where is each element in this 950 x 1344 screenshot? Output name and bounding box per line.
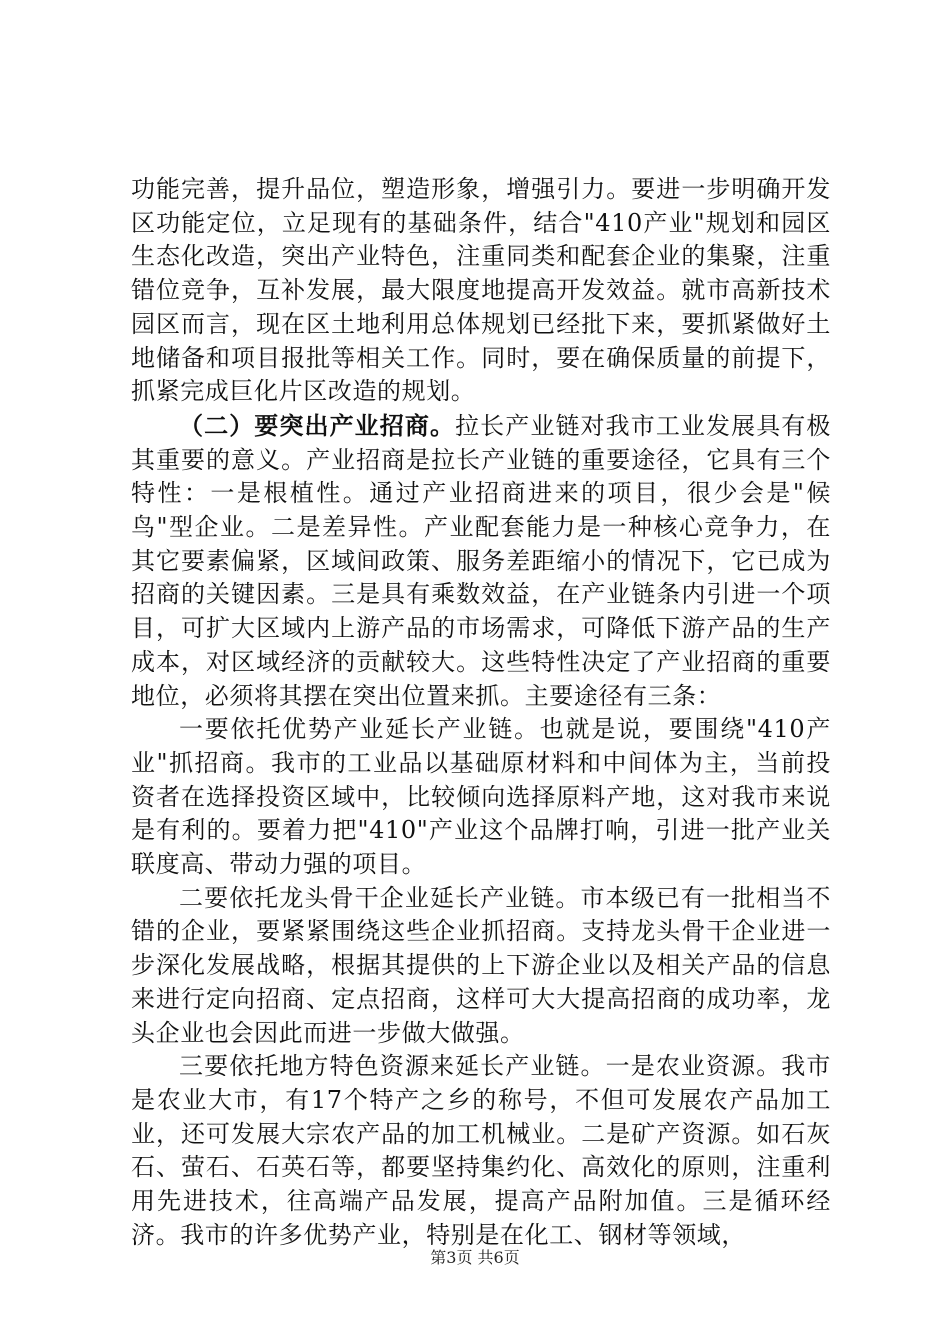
page-number-footer: 第3页 共6页 xyxy=(430,1248,520,1267)
paragraph-local-resources: 三要依托地方特色资源来延长产业链。一是农业资源。我市是农业大市，有17个特产之乡的称号，不但可发展农产品加工业，还可发展大宗农产品的加工机械业。二是矿产资源。如石灰石、萤石、石英石等，都要坚持集约化、高效化的原则，注重利用先进技术，往高端产品发展，提高产品附加值。三是循环经济。我市的许多优势产业，特别是在化工、钢材等领域， xyxy=(131,1052,831,1249)
paragraph-continuation: 功能完善，提升品位，塑造形象，增强引力。要进一步明确开发区功能定位，立足现有的基础条件，结合"410产业"规划和园区生态化改造，突出产业特色，注重同类和配套企业的集聚，注重错位竞争，互补发展，最大限度地提高开发效益。就市高新技术园区而言，现在区土地利用总体规划已经批下来，要抓紧做好土地储备和项目报批等相关工作。同时，要在确保质量的前提下，抓紧完成巨化片区改造的规划。 xyxy=(131,175,831,406)
section-heading: （二）要突出产业招商。 xyxy=(179,410,456,440)
paragraph-industry-investment xyxy=(131,409,831,713)
paragraph-text: 拉长产业链对我市工业发展具有极其重要的意义。产业招商是拉长产业链的重要途径，它具有三个特性：一是根植性。通过产业招商进来的项目，很少会是"候鸟"型企业。二是差异性。产业配套能力是一种核心竞争力，在其它要素偏紧，区域间政策、服务差距缩小的情况下，它已成为招商的关键因素。三是具有乘数效益，在产业链条内引进一个项目，可扩大区域内上游产品的市场需求，可降低下游产品的生产成本，对区域经济的贡献较大。这些特性决定了产业招商的重要地位，必须将其摆在突出位置来抓。主要途径有三条： xyxy=(131,411,831,710)
paragraph-advantage-industry: 一要依托优势产业延长产业链。也就是说，要围绕"410产业"抓招商。我市的工业品以基础原材料和中间体为主，当前投资者在选择投资区域中，比较倾向选择原料产地，这对我市来说是有利的。要着力把"410"产业这个品牌打响，引进一批产业关联度高、带动力强的项目。 xyxy=(131,715,831,879)
paragraph-leading-enterprise: 二要依托龙头骨干企业延长产业链。市本级已有一批相当不错的企业，要紧紧围绕这些企业抓招商。支持龙头骨干企业进一步深化发展战略，根据其提供的上下游企业以及相关产品的信息来进行定向招商、定点招商，这样可大大提高招商的成功率，龙头企业也会因此而进一步做大做强。 xyxy=(131,883,831,1047)
document-body xyxy=(131,173,831,1253)
